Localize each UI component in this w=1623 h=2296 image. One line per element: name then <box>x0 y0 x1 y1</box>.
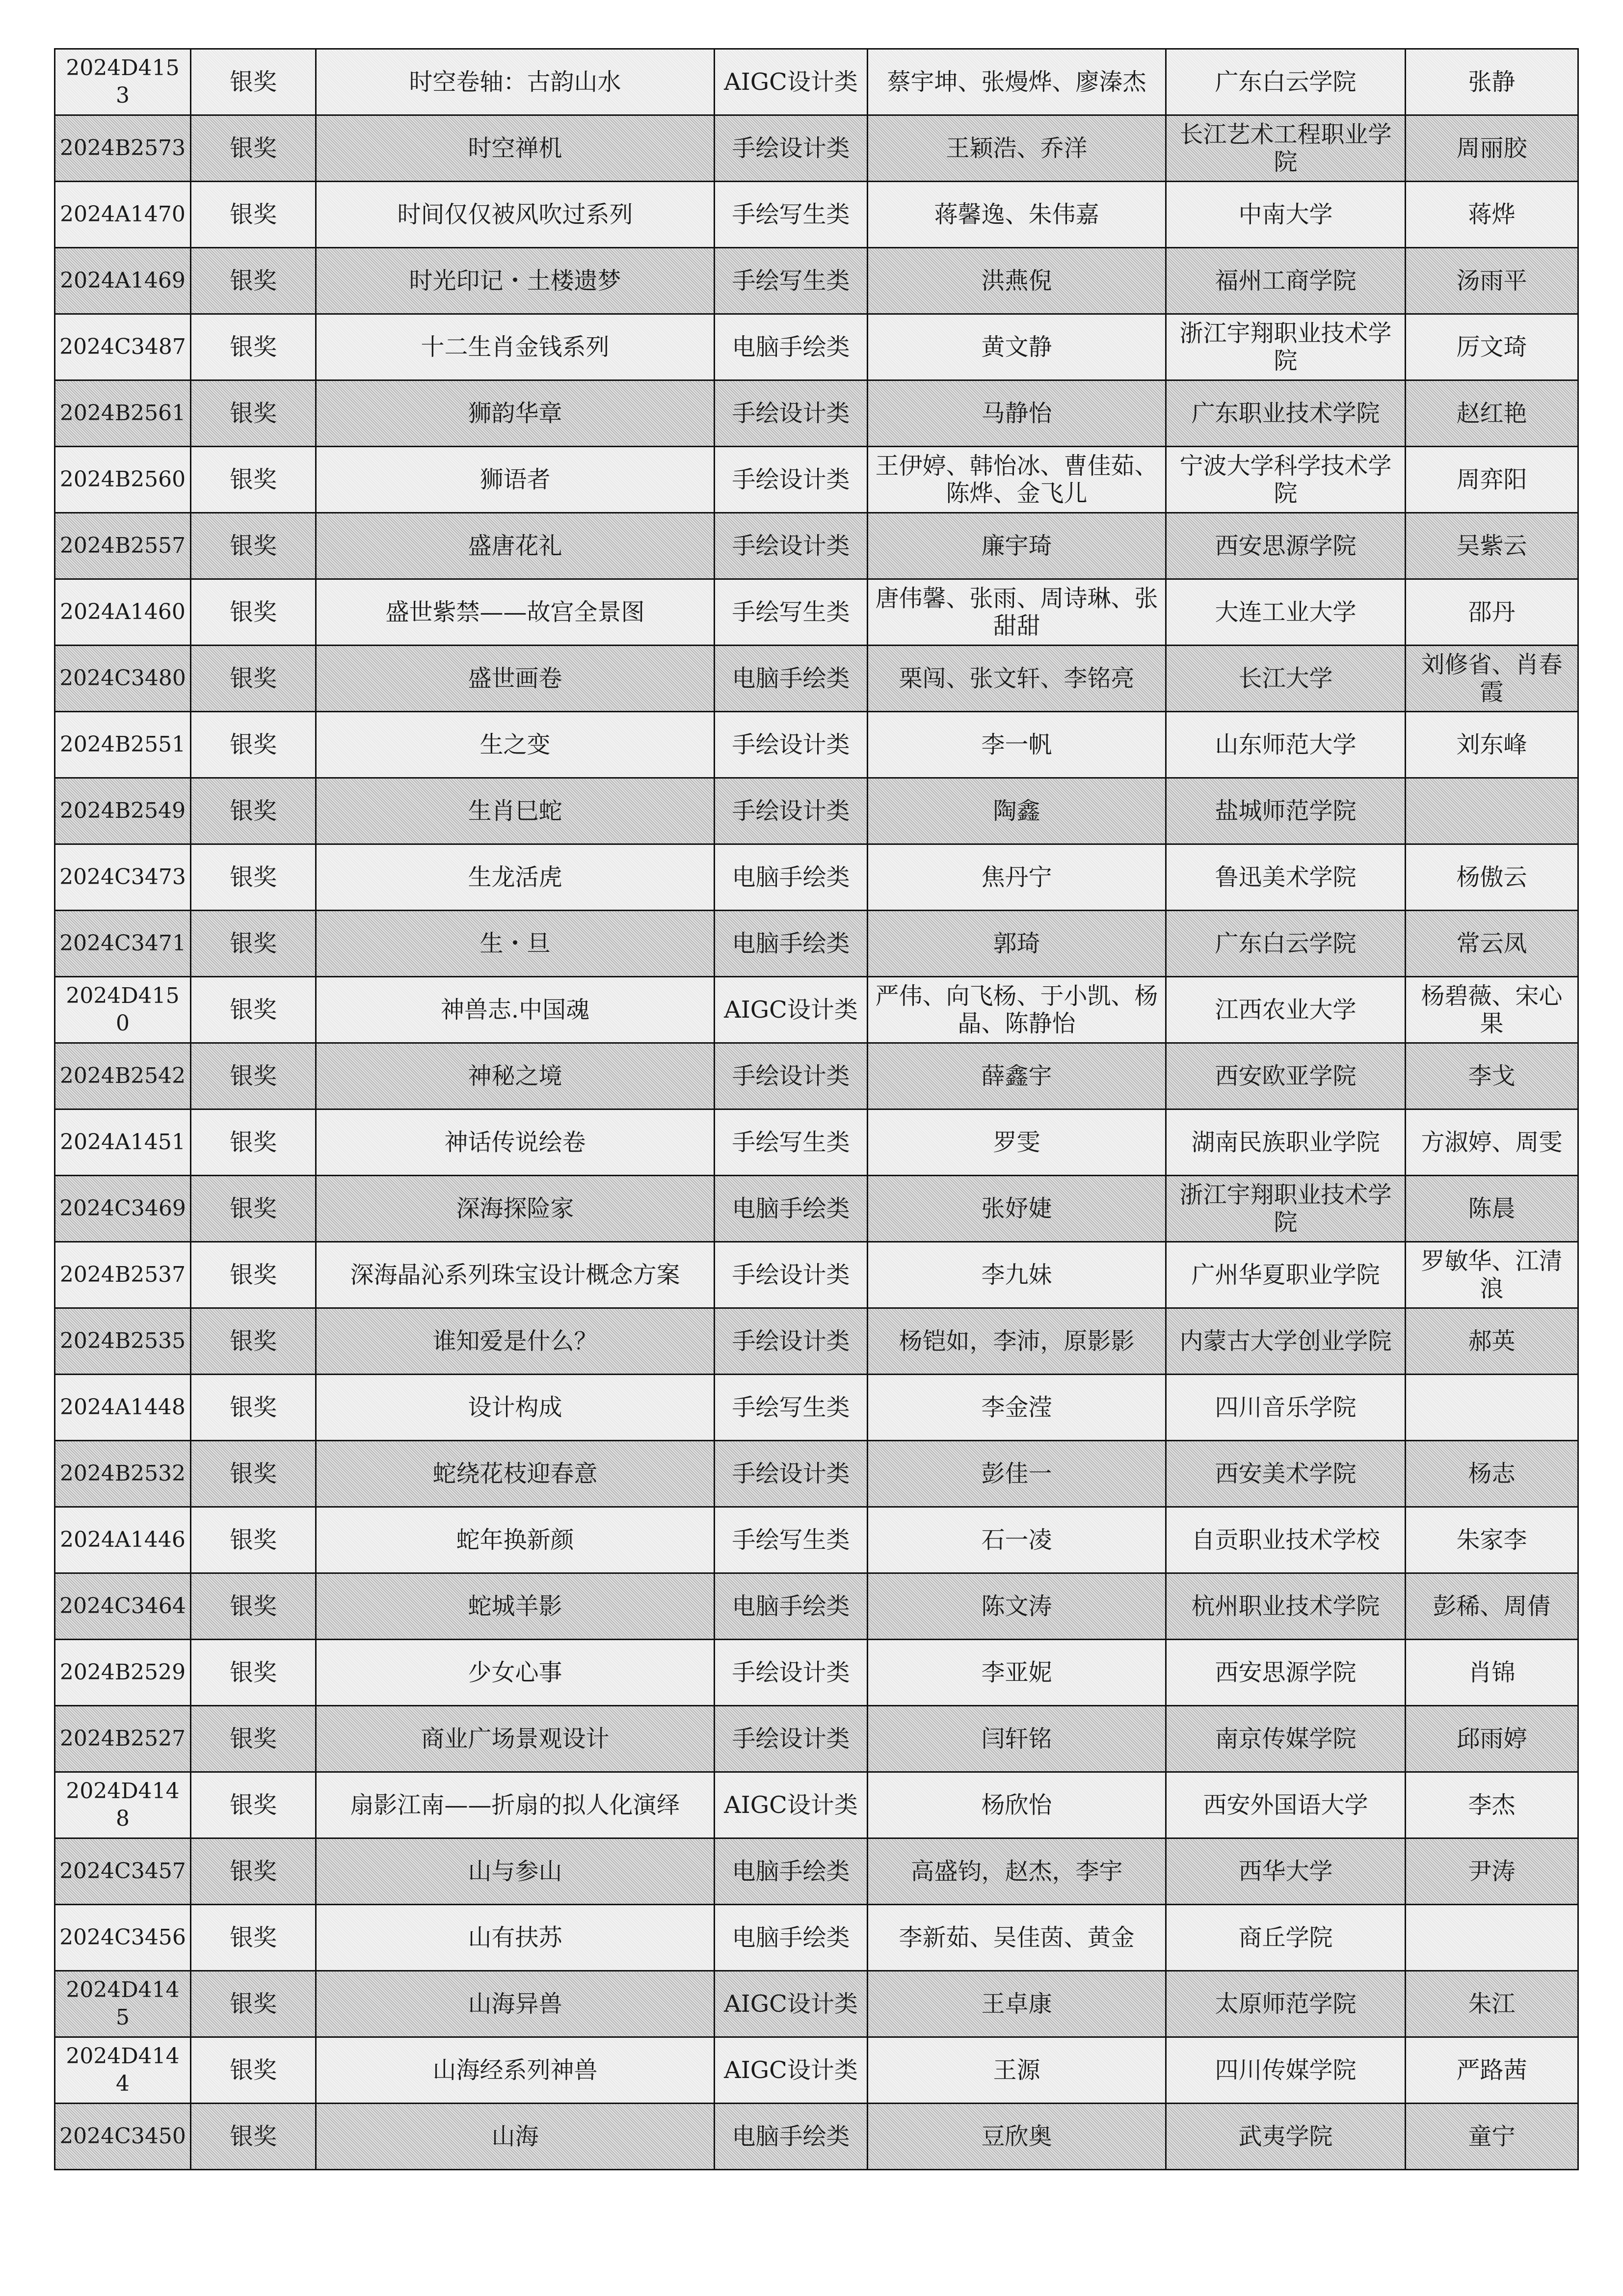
entry-id-cell: 2024D4144 <box>55 2037 191 2104</box>
category-cell: 手绘写生类 <box>715 182 868 248</box>
authors-cell: 李新茹、吴佳茵、黄金 <box>868 1905 1166 1971</box>
teacher-cell: 杨志 <box>1406 1441 1578 1507</box>
category-cell: 电脑手绘类 <box>715 314 868 380</box>
entry-id-cell: 2024B2549 <box>55 778 191 844</box>
entry-id-cell: 2024A1469 <box>55 248 191 314</box>
award-cell: 银奖 <box>191 977 316 1043</box>
entry-id-cell: 2024B2529 <box>55 1640 191 1706</box>
award-cell: 银奖 <box>191 2037 316 2104</box>
work-title-cell: 盛世紫禁——故宫全景图 <box>316 579 715 646</box>
authors-cell: 蔡宇坤、张熳烨、廖溱杰 <box>868 49 1166 115</box>
table-row <box>55 1772 1578 1838</box>
work-title-cell: 山海经系列神兽 <box>316 2037 715 2104</box>
table-row <box>55 314 1578 380</box>
table-row <box>55 778 1578 844</box>
authors-cell: 李亚妮 <box>868 1640 1166 1706</box>
entry-id-cell: 2024C3469 <box>55 1176 191 1242</box>
table-row <box>55 182 1578 248</box>
school-cell: 湖南民族职业学院 <box>1166 1109 1406 1176</box>
authors-cell: 闫轩铭 <box>868 1706 1166 1772</box>
category-cell: 手绘设计类 <box>715 513 868 579</box>
table-row <box>55 977 1578 1043</box>
work-title-cell: 蛇年换新颜 <box>316 1507 715 1573</box>
teacher-cell: 李戈 <box>1406 1043 1578 1109</box>
award-cell: 银奖 <box>191 1375 316 1441</box>
entry-id-cell: 2024A1451 <box>55 1109 191 1176</box>
award-cell: 银奖 <box>191 579 316 646</box>
entry-id-cell: 2024B2535 <box>55 1308 191 1375</box>
teacher-cell: 周弈阳 <box>1406 447 1578 513</box>
award-cell: 银奖 <box>191 1109 316 1176</box>
category-cell: 手绘设计类 <box>715 1242 868 1308</box>
authors-cell: 薛鑫宇 <box>868 1043 1166 1109</box>
work-title-cell: 十二生肖金钱系列 <box>316 314 715 380</box>
table-row <box>55 513 1578 579</box>
teacher-cell: 厉文琦 <box>1406 314 1578 380</box>
award-cell: 银奖 <box>191 115 316 182</box>
authors-cell: 李九妹 <box>868 1242 1166 1308</box>
table-row <box>55 844 1578 911</box>
school-cell: 福州工商学院 <box>1166 248 1406 314</box>
school-cell: 四川传媒学院 <box>1166 2037 1406 2104</box>
authors-cell: 杨欣怡 <box>868 1772 1166 1838</box>
teacher-cell: 汤雨平 <box>1406 248 1578 314</box>
entry-id-cell: 2024C3450 <box>55 2104 191 2170</box>
entry-id-cell: 2024C3480 <box>55 646 191 712</box>
work-title-cell: 时空卷轴：古韵山水 <box>316 49 715 115</box>
work-title-cell: 生・旦 <box>316 911 715 977</box>
teacher-cell: 肖锦 <box>1406 1640 1578 1706</box>
work-title-cell: 少女心事 <box>316 1640 715 1706</box>
teacher-cell: 常云凤 <box>1406 911 1578 977</box>
table-row <box>55 248 1578 314</box>
teacher-cell: 陈晨 <box>1406 1176 1578 1242</box>
authors-cell: 张妤婕 <box>868 1176 1166 1242</box>
work-title-cell: 神话传说绘卷 <box>316 1109 715 1176</box>
authors-cell: 唐伟馨、张雨、周诗琳、张甜甜 <box>868 579 1166 646</box>
school-cell: 杭州职业技术学院 <box>1166 1573 1406 1640</box>
entry-id-cell: 2024B2527 <box>55 1706 191 1772</box>
authors-cell: 严伟、向飞杨、于小凯、杨晶、陈静怡 <box>868 977 1166 1043</box>
teacher-cell: 李杰 <box>1406 1772 1578 1838</box>
category-cell: AIGC设计类 <box>715 977 868 1043</box>
entry-id-cell: 2024C3464 <box>55 1573 191 1640</box>
authors-cell: 石一凌 <box>868 1507 1166 1573</box>
school-cell: 四川音乐学院 <box>1166 1375 1406 1441</box>
table-row <box>55 1573 1578 1640</box>
awards-table-body <box>55 49 1578 2170</box>
work-title-cell: 生龙活虎 <box>316 844 715 911</box>
table-row <box>55 1176 1578 1242</box>
category-cell: 手绘设计类 <box>715 447 868 513</box>
entry-id-cell: 2024C3487 <box>55 314 191 380</box>
table-row <box>55 1507 1578 1573</box>
authors-cell: 王卓康 <box>868 1971 1166 2037</box>
authors-cell: 陈文涛 <box>868 1573 1166 1640</box>
category-cell: 手绘写生类 <box>715 1109 868 1176</box>
entry-id-cell: 2024B2560 <box>55 447 191 513</box>
table-row <box>55 49 1578 115</box>
table-row <box>55 1971 1578 2037</box>
authors-cell: 黄文静 <box>868 314 1166 380</box>
teacher-cell: 蒋烨 <box>1406 182 1578 248</box>
award-cell: 银奖 <box>191 513 316 579</box>
school-cell: 浙江宇翔职业技术学院 <box>1166 1176 1406 1242</box>
work-title-cell: 扇影江南——折扇的拟人化演绎 <box>316 1772 715 1838</box>
work-title-cell: 蛇城羊影 <box>316 1573 715 1640</box>
table-row <box>55 1838 1578 1905</box>
teacher-cell: 张静 <box>1406 49 1578 115</box>
award-cell: 银奖 <box>191 380 316 447</box>
table-row <box>55 579 1578 646</box>
entry-id-cell: 2024C3457 <box>55 1838 191 1905</box>
teacher-cell: 朱江 <box>1406 1971 1578 2037</box>
teacher-cell: 刘东峰 <box>1406 712 1578 778</box>
award-cell: 银奖 <box>191 844 316 911</box>
school-cell: 广东职业技术学院 <box>1166 380 1406 447</box>
school-cell: 自贡职业技术学校 <box>1166 1507 1406 1573</box>
category-cell: 手绘设计类 <box>715 1441 868 1507</box>
category-cell: 手绘设计类 <box>715 1308 868 1375</box>
category-cell: 电脑手绘类 <box>715 1905 868 1971</box>
table-row <box>55 1109 1578 1176</box>
work-title-cell: 生之变 <box>316 712 715 778</box>
entry-id-cell: 2024B2561 <box>55 380 191 447</box>
teacher-cell: 朱家李 <box>1406 1507 1578 1573</box>
award-cell: 银奖 <box>191 1507 316 1573</box>
school-cell: 商丘学院 <box>1166 1905 1406 1971</box>
teacher-cell: 吴紫云 <box>1406 513 1578 579</box>
work-title-cell: 神兽志.中国魂 <box>316 977 715 1043</box>
table-row <box>55 1308 1578 1375</box>
entry-id-cell: 2024C3471 <box>55 911 191 977</box>
entry-id-cell: 2024A1448 <box>55 1375 191 1441</box>
work-title-cell: 时空禅机 <box>316 115 715 182</box>
category-cell: 手绘设计类 <box>715 1640 868 1706</box>
work-title-cell: 谁知爱是什么？ <box>316 1308 715 1375</box>
entry-id-cell: 2024D4150 <box>55 977 191 1043</box>
school-cell: 西安外国语大学 <box>1166 1772 1406 1838</box>
work-title-cell: 山海异兽 <box>316 1971 715 2037</box>
entry-id-cell: 2024D4148 <box>55 1772 191 1838</box>
teacher-cell: 赵红艳 <box>1406 380 1578 447</box>
authors-cell: 豆欣奥 <box>868 2104 1166 2170</box>
awards-table <box>54 48 1579 2170</box>
school-cell: 大连工业大学 <box>1166 579 1406 646</box>
teacher-cell: 杨碧薇、宋心果 <box>1406 977 1578 1043</box>
table-row <box>55 1441 1578 1507</box>
authors-cell: 蒋馨逸、朱伟嘉 <box>868 182 1166 248</box>
authors-cell: 杨铠如，李沛，原影影 <box>868 1308 1166 1375</box>
category-cell: AIGC设计类 <box>715 2037 868 2104</box>
teacher-cell: 邵丹 <box>1406 579 1578 646</box>
table-row <box>55 1242 1578 1308</box>
teacher-cell: 尹涛 <box>1406 1838 1578 1905</box>
work-title-cell: 狮语者 <box>316 447 715 513</box>
award-cell: 银奖 <box>191 1772 316 1838</box>
work-title-cell: 盛唐花礼 <box>316 513 715 579</box>
entry-id-cell: 2024B2532 <box>55 1441 191 1507</box>
school-cell: 广东白云学院 <box>1166 911 1406 977</box>
entry-id-cell: 2024B2557 <box>55 513 191 579</box>
work-title-cell: 深海晶沁系列珠宝设计概念方案 <box>316 1242 715 1308</box>
table-row <box>55 2104 1578 2170</box>
teacher-cell: 方淑婷、周雯 <box>1406 1109 1578 1176</box>
authors-cell: 洪燕倪 <box>868 248 1166 314</box>
category-cell: 手绘设计类 <box>715 778 868 844</box>
work-title-cell: 时间仅仅被风吹过系列 <box>316 182 715 248</box>
award-cell: 银奖 <box>191 248 316 314</box>
authors-cell: 焦丹宁 <box>868 844 1166 911</box>
work-title-cell: 山海 <box>316 2104 715 2170</box>
table-row <box>55 447 1578 513</box>
authors-cell: 李一帆 <box>868 712 1166 778</box>
award-cell: 银奖 <box>191 49 316 115</box>
award-cell: 银奖 <box>191 1838 316 1905</box>
authors-cell: 栗闯、张文轩、李铭亮 <box>868 646 1166 712</box>
award-cell: 银奖 <box>191 646 316 712</box>
entry-id-cell: 2024C3473 <box>55 844 191 911</box>
school-cell: 西华大学 <box>1166 1838 1406 1905</box>
work-title-cell: 盛世画卷 <box>316 646 715 712</box>
category-cell: 电脑手绘类 <box>715 1838 868 1905</box>
work-title-cell: 神秘之境 <box>316 1043 715 1109</box>
school-cell: 太原师范学院 <box>1166 1971 1406 2037</box>
authors-cell: 王颖浩、乔洋 <box>868 115 1166 182</box>
authors-cell: 罗雯 <box>868 1109 1166 1176</box>
teacher-cell: 刘修省、肖春霞 <box>1406 646 1578 712</box>
school-cell: 南京传媒学院 <box>1166 1706 1406 1772</box>
table-row <box>55 1640 1578 1706</box>
school-cell: 西安欧亚学院 <box>1166 1043 1406 1109</box>
table-row <box>55 1905 1578 1971</box>
authors-cell: 李金滢 <box>868 1375 1166 1441</box>
table-row <box>55 1043 1578 1109</box>
school-cell: 西安美术学院 <box>1166 1441 1406 1507</box>
teacher-cell <box>1406 778 1578 844</box>
work-title-cell: 生肖巳蛇 <box>316 778 715 844</box>
award-cell: 银奖 <box>191 1242 316 1308</box>
authors-cell: 王源 <box>868 2037 1166 2104</box>
table-row <box>55 115 1578 182</box>
school-cell: 西安思源学院 <box>1166 513 1406 579</box>
award-cell: 银奖 <box>191 2104 316 2170</box>
entry-id-cell: 2024D4153 <box>55 49 191 115</box>
teacher-cell <box>1406 1905 1578 1971</box>
teacher-cell: 邱雨婷 <box>1406 1706 1578 1772</box>
table-row <box>55 911 1578 977</box>
school-cell: 中南大学 <box>1166 182 1406 248</box>
category-cell: 手绘设计类 <box>715 380 868 447</box>
award-cell: 银奖 <box>191 1640 316 1706</box>
table-row <box>55 646 1578 712</box>
category-cell: AIGC设计类 <box>715 1971 868 2037</box>
entry-id-cell: 2024B2542 <box>55 1043 191 1109</box>
category-cell: 手绘设计类 <box>715 115 868 182</box>
authors-cell: 王伊婷、韩怡冰、曹佳茹、陈烨、金飞儿 <box>868 447 1166 513</box>
award-cell: 银奖 <box>191 712 316 778</box>
category-cell: 手绘设计类 <box>715 1706 868 1772</box>
teacher-cell: 童宁 <box>1406 2104 1578 2170</box>
school-cell: 广东白云学院 <box>1166 49 1406 115</box>
authors-cell: 廉宇琦 <box>868 513 1166 579</box>
table-row <box>55 712 1578 778</box>
award-cell: 银奖 <box>191 1176 316 1242</box>
work-title-cell: 时光印记・土楼遗梦 <box>316 248 715 314</box>
work-title-cell: 狮韵华章 <box>316 380 715 447</box>
award-cell: 银奖 <box>191 182 316 248</box>
category-cell: 手绘写生类 <box>715 248 868 314</box>
teacher-cell: 罗敏华、江清浪 <box>1406 1242 1578 1308</box>
work-title-cell: 山有扶苏 <box>316 1905 715 1971</box>
entry-id-cell: 2024B2551 <box>55 712 191 778</box>
award-cell: 银奖 <box>191 1441 316 1507</box>
category-cell: 电脑手绘类 <box>715 646 868 712</box>
school-cell: 鲁迅美术学院 <box>1166 844 1406 911</box>
entry-id-cell: 2024A1460 <box>55 579 191 646</box>
table-row <box>55 1706 1578 1772</box>
teacher-cell: 郝英 <box>1406 1308 1578 1375</box>
category-cell: 手绘写生类 <box>715 579 868 646</box>
entry-id-cell: 2024A1470 <box>55 182 191 248</box>
award-cell: 银奖 <box>191 1043 316 1109</box>
work-title-cell: 商业广场景观设计 <box>316 1706 715 1772</box>
school-cell: 广州华夏职业学院 <box>1166 1242 1406 1308</box>
award-cell: 银奖 <box>191 911 316 977</box>
category-cell: AIGC设计类 <box>715 49 868 115</box>
school-cell: 长江艺术工程职业学院 <box>1166 115 1406 182</box>
teacher-cell: 彭稀、周倩 <box>1406 1573 1578 1640</box>
school-cell: 长江大学 <box>1166 646 1406 712</box>
category-cell: 电脑手绘类 <box>715 1176 868 1242</box>
entry-id-cell: 2024C3456 <box>55 1905 191 1971</box>
school-cell: 宁波大学科学技术学院 <box>1166 447 1406 513</box>
work-title-cell: 山与参山 <box>316 1838 715 1905</box>
category-cell: 电脑手绘类 <box>715 911 868 977</box>
category-cell: 手绘写生类 <box>715 1507 868 1573</box>
award-cell: 银奖 <box>191 1971 316 2037</box>
school-cell: 西安思源学院 <box>1166 1640 1406 1706</box>
work-title-cell: 设计构成 <box>316 1375 715 1441</box>
work-title-cell: 深海探险家 <box>316 1176 715 1242</box>
school-cell: 内蒙古大学创业学院 <box>1166 1308 1406 1375</box>
category-cell: AIGC设计类 <box>715 1772 868 1838</box>
authors-cell: 彭佳一 <box>868 1441 1166 1507</box>
table-row <box>55 1375 1578 1441</box>
award-cell: 银奖 <box>191 1706 316 1772</box>
category-cell: 电脑手绘类 <box>715 1573 868 1640</box>
table-row <box>55 380 1578 447</box>
category-cell: 手绘写生类 <box>715 1375 868 1441</box>
award-cell: 银奖 <box>191 1308 316 1375</box>
teacher-cell: 杨傲云 <box>1406 844 1578 911</box>
authors-cell: 马静怡 <box>868 380 1166 447</box>
authors-cell: 高盛钧，赵杰，李宇 <box>868 1838 1166 1905</box>
school-cell: 武夷学院 <box>1166 2104 1406 2170</box>
award-cell: 银奖 <box>191 314 316 380</box>
entry-id-cell: 2024B2573 <box>55 115 191 182</box>
school-cell: 盐城师范学院 <box>1166 778 1406 844</box>
teacher-cell <box>1406 1375 1578 1441</box>
authors-cell: 陶鑫 <box>868 778 1166 844</box>
category-cell: 手绘设计类 <box>715 1043 868 1109</box>
school-cell: 山东师范大学 <box>1166 712 1406 778</box>
awards-table-container <box>54 48 1577 2170</box>
entry-id-cell: 2024A1446 <box>55 1507 191 1573</box>
authors-cell: 郭琦 <box>868 911 1166 977</box>
award-cell: 银奖 <box>191 778 316 844</box>
award-cell: 银奖 <box>191 1905 316 1971</box>
award-cell: 银奖 <box>191 447 316 513</box>
entry-id-cell: 2024D4145 <box>55 1971 191 2037</box>
teacher-cell: 严路茜 <box>1406 2037 1578 2104</box>
school-cell: 浙江宇翔职业技术学院 <box>1166 314 1406 380</box>
teacher-cell: 周丽胶 <box>1406 115 1578 182</box>
category-cell: 电脑手绘类 <box>715 2104 868 2170</box>
work-title-cell: 蛇绕花枝迎春意 <box>316 1441 715 1507</box>
entry-id-cell: 2024B2537 <box>55 1242 191 1308</box>
category-cell: 电脑手绘类 <box>715 844 868 911</box>
award-cell: 银奖 <box>191 1573 316 1640</box>
category-cell: 手绘设计类 <box>715 712 868 778</box>
school-cell: 江西农业大学 <box>1166 977 1406 1043</box>
table-row <box>55 2037 1578 2104</box>
